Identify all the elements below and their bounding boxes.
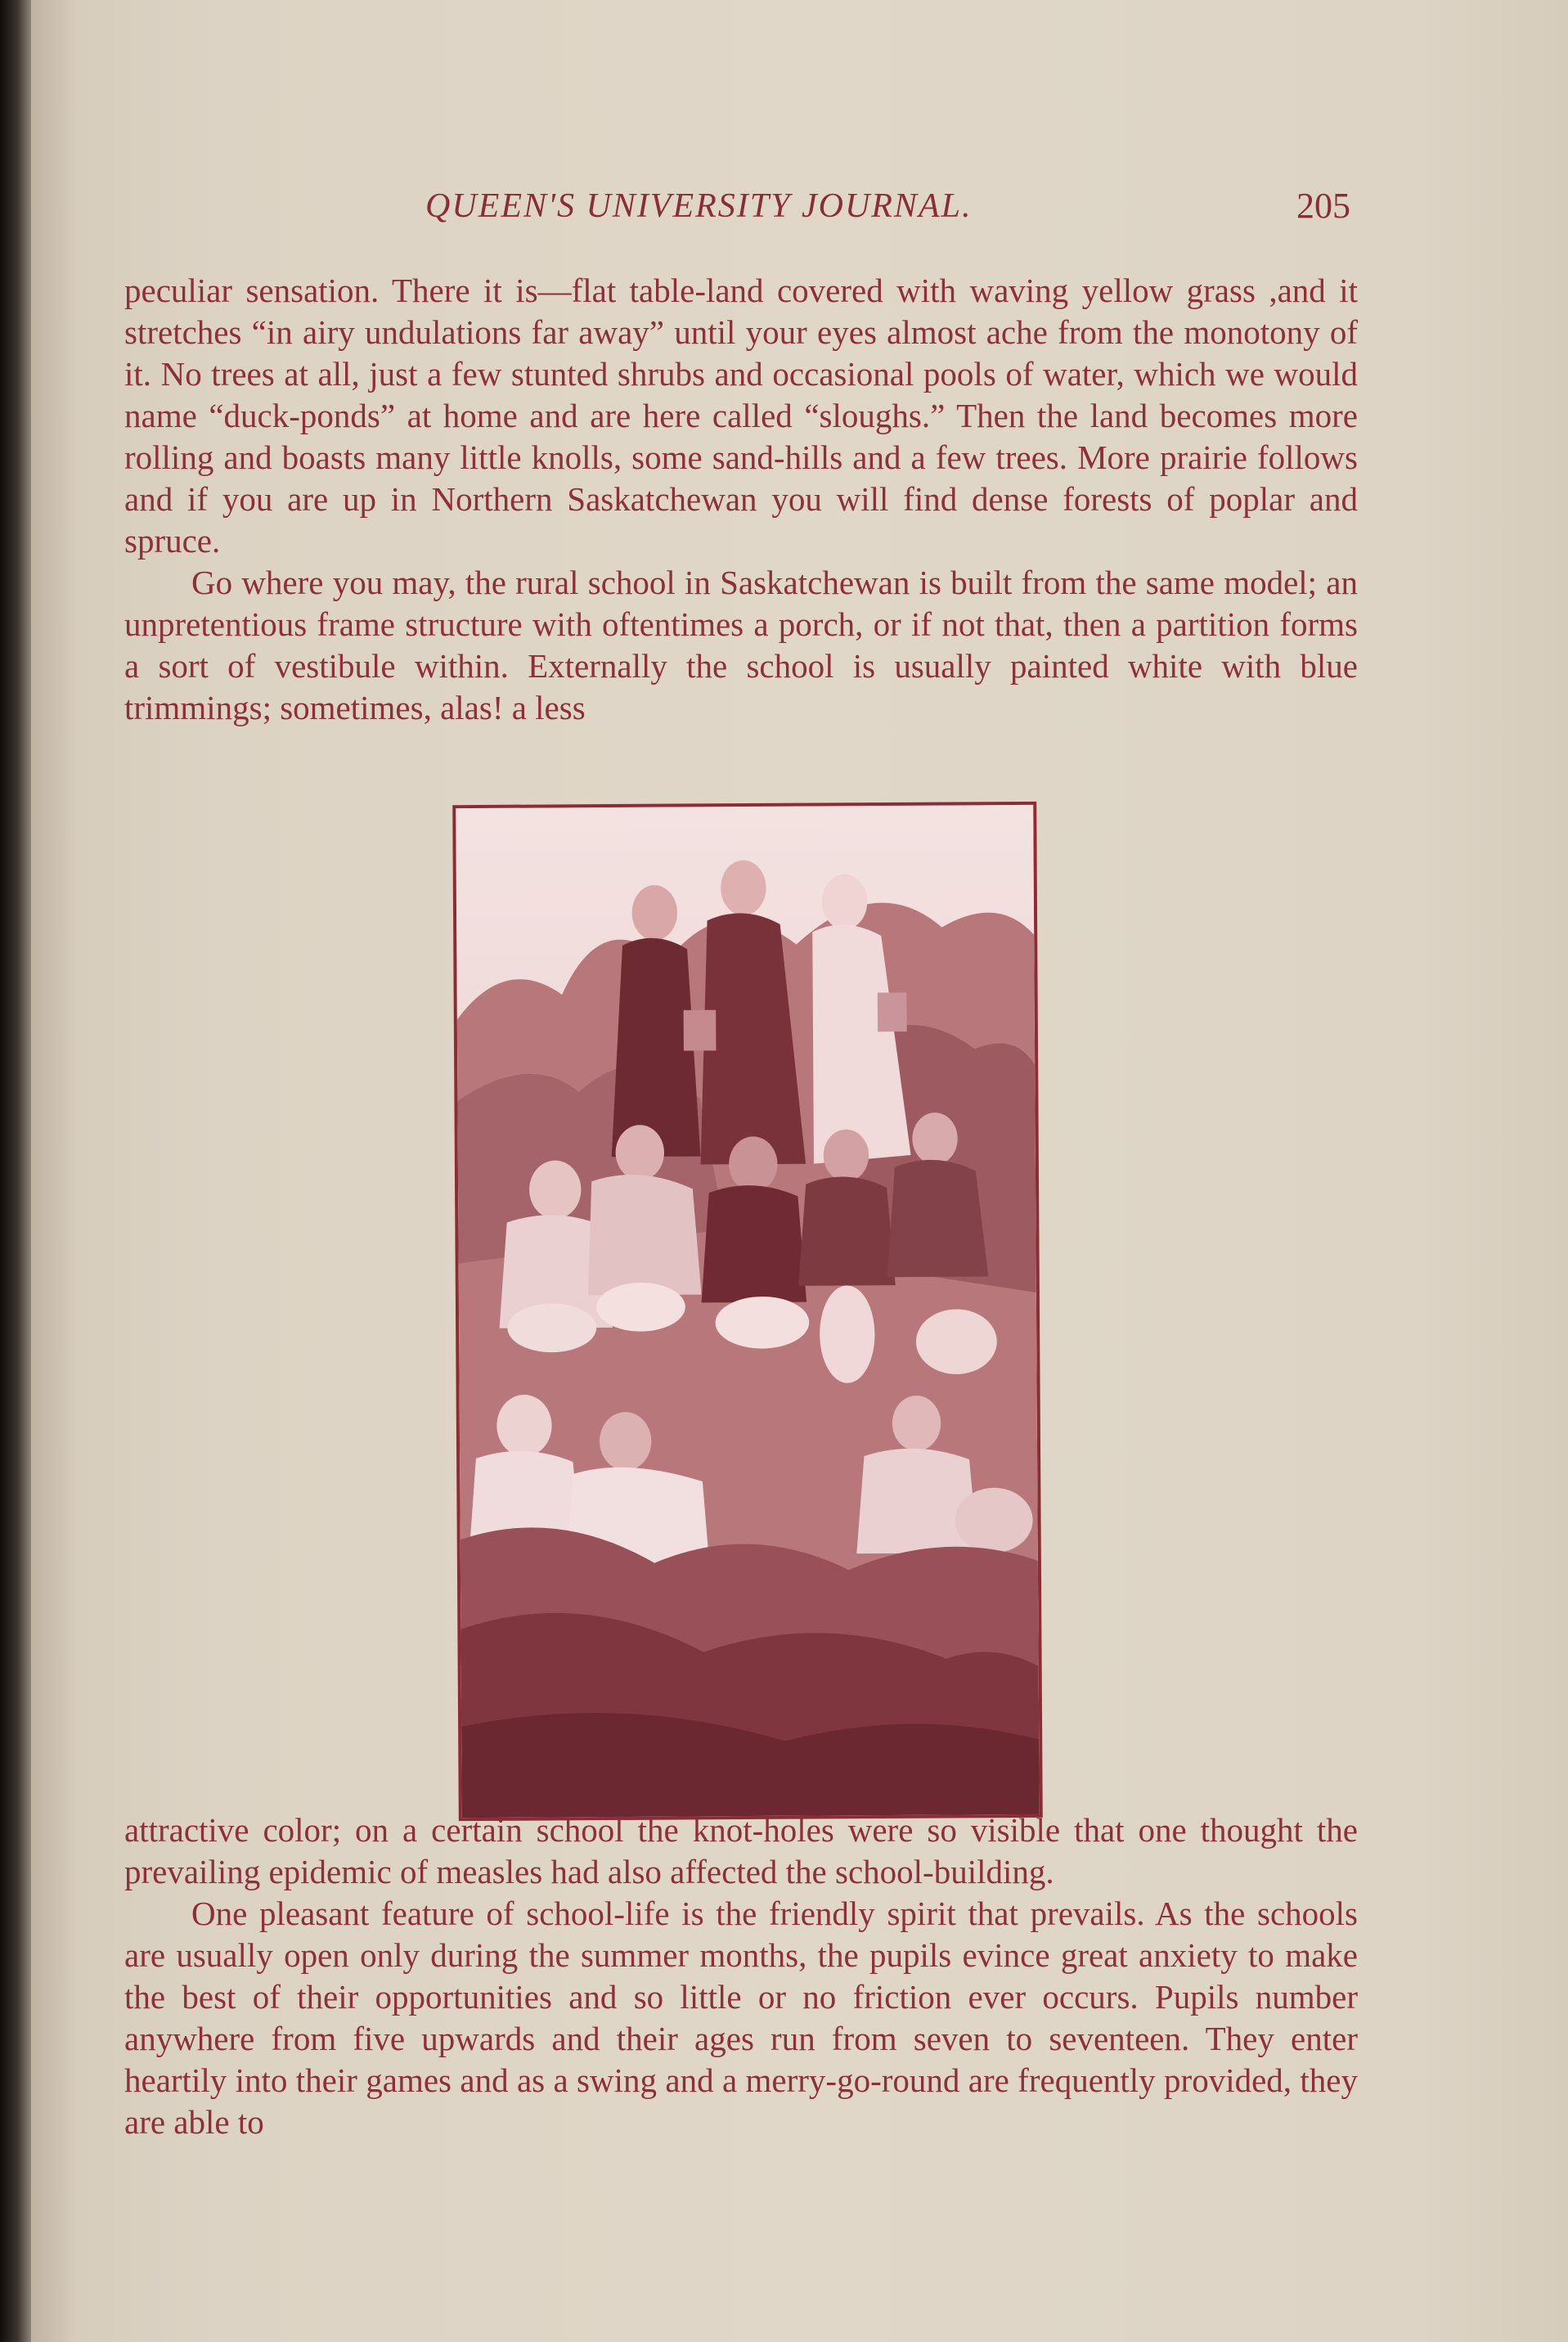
book-gutter	[0, 0, 31, 2342]
paragraph-school-life: One pleasant feature of school-life is the friendly spirit that prevails. As the schools are usually open only during the summer months, the pupils evince great anxiety to make the best of their opportunities and so little or no friction ever occurs. Pupils number anywhere from five upwards and their ages run from seven to seventeen. They enter heartily into their games and as a swing and a merry-go-round are frequently provided, they are able to	[124, 1895, 1358, 2141]
paragraph-school-model: Go where you may, the rural school in Saskatchewan is built from the same model; an unpretentious frame structure with oftentimes a porch, or if not that, then a partition forms a sort of vestibule within. Externally the school is usually painted white with blue trimmings; sometimes, alas! a less	[124, 564, 1358, 726]
running-title: QUEEN'S UNIVERSITY JOURNAL.	[425, 187, 973, 225]
page-header	[0, 187, 1568, 244]
schoolchildren-photograph	[452, 802, 1043, 1821]
text-block-top	[124, 270, 1358, 729]
paragraph-prairie: peculiar sensation. There it is—flat table-land covered with waving yellow grass ,and it stretches “in airy undulations far away” until your eyes almost ache from the monotony of it. No trees at all, just a few stunted shrubs and occasional pools of water, which we would name “duck-ponds” at home and are here called “sloughs.” Then the land becomes more rolling and boasts many little knolls, some sand-hills and a few trees. More prairie follows and if you are up in Northern Saskatchewan you will find dense forests of poplar and spruce.	[124, 272, 1358, 560]
page-number: 205	[1296, 186, 1350, 226]
text-block-bottom	[124, 1809, 1358, 2143]
paragraph-school-color: attractive color; on a certain school the knot-holes were so visible that one thought the prevailing epidemic of measles had also affected the school-building.	[124, 1811, 1358, 1890]
photo-illustration	[456, 805, 1040, 1818]
